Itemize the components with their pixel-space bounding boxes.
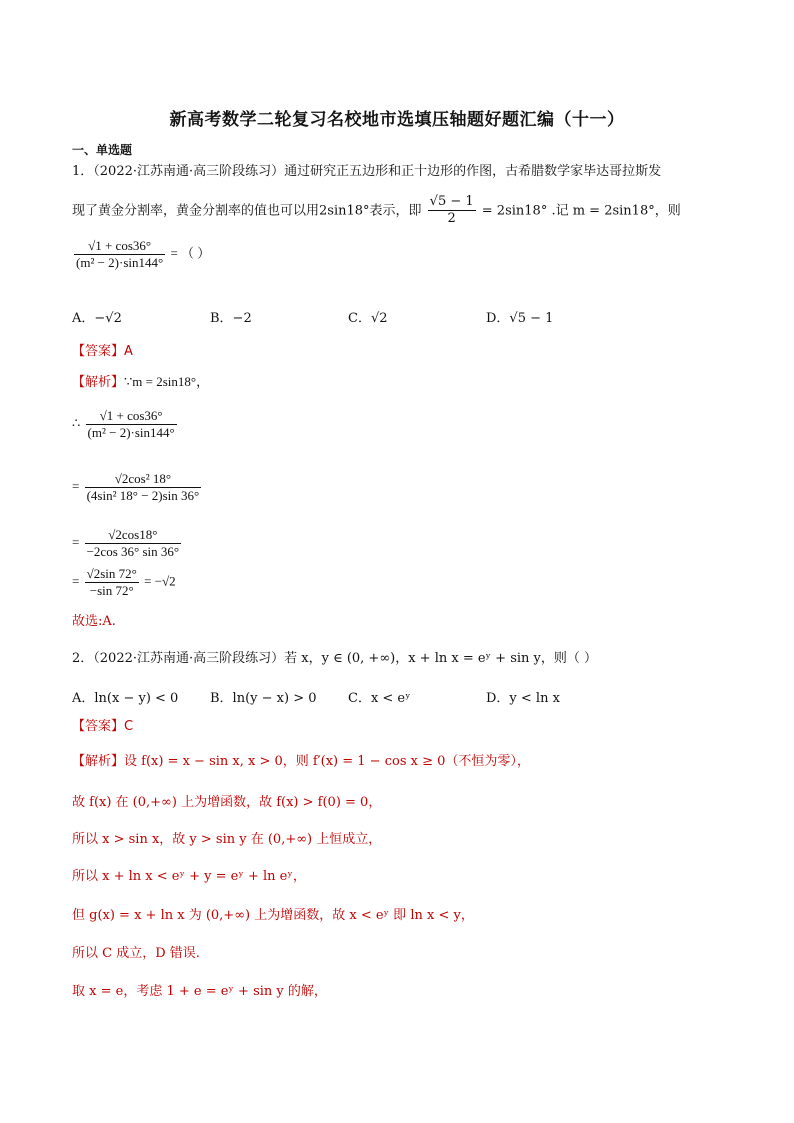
step-prefix: ∴: [72, 415, 81, 431]
q2-analysis-line-6: 所以 C 成立，D 错误.: [72, 946, 200, 961]
step-suffix: = −√2: [144, 573, 176, 589]
fraction-numerator: √1 + cos36°: [74, 238, 165, 255]
q1-stem-line2-tail: = 2sin18° .记 m = 2sin18°，则: [481, 203, 681, 219]
q1-answer: 【答案】A: [72, 344, 133, 359]
fraction-numerator: √2cos18°: [85, 527, 181, 544]
q1-option-d: D．√5 − 1: [486, 311, 554, 326]
q2-option-c: C．x < eʸ: [348, 691, 411, 706]
fraction-numerator: √1 + cos36°: [86, 408, 177, 425]
analysis-first-step: ∵m = 2sin18°，: [124, 374, 210, 389]
q1-expression-fraction: [74, 238, 165, 272]
q1-expression-tail: = （ ）: [170, 245, 211, 261]
fraction-numerator: √5 − 1: [428, 194, 476, 211]
section-heading: 一、单选题: [72, 143, 133, 157]
q1-stem-line2-text: 现了黄金分割率，黄金分割率的值也可以用2sin18°表示，即: [72, 203, 422, 219]
fraction-denominator: −sin 72°: [89, 583, 134, 599]
q1-option-a: A．−√2: [72, 311, 122, 326]
golden-ratio-fraction: [428, 194, 476, 228]
q2-analysis-line-2: 故 f(x) 在 (0,+∞) 上为增函数，故 f(x) > f(0) = 0，: [72, 795, 382, 810]
step-fraction: [85, 471, 202, 505]
step-prefix: =: [72, 534, 80, 550]
step-prefix: =: [72, 573, 80, 589]
q1-step-1: [72, 408, 179, 442]
step-prefix: =: [72, 478, 80, 494]
q1-step-2: [72, 471, 203, 505]
fraction-numerator: √2sin 72°: [85, 566, 139, 583]
analysis-label: 【解析】: [72, 375, 125, 390]
q2-option-d: D．y < ln x: [486, 691, 560, 706]
q2-analysis-line-7: 取 x = e，考虑 1 + e = eʸ + sin y 的解，: [72, 984, 327, 999]
q1-step-3: [72, 527, 183, 561]
q1-stem-line2: [72, 194, 681, 228]
q1-stem-line1: 1．（2022·江苏南通·高三阶段练习）通过研究正五边形和正十边形的作图，古希腊数学家毕达哥拉斯发: [72, 164, 662, 179]
q2-analysis-line-3: 所以 x > sin x，故 y > sin y 在 (0,+∞) 上恒成立，: [72, 832, 382, 847]
q1-option-c: C．√2: [348, 311, 388, 326]
q2-analysis-line-1: 【解析】设 f(x) = x − sin x, x > 0，则 f′(x) = 1 − cos x ≥ 0（不恒为零），: [72, 754, 530, 769]
step-fraction: [85, 566, 139, 600]
q1-analysis-intro: [72, 374, 209, 391]
q1-step-4: [72, 566, 176, 600]
q2-analysis-line-5: 但 g(x) = x + ln x 为 (0,+∞) 上为增函数，故 x < eʸ 即 ln x < y，: [72, 908, 474, 923]
q2-option-b: B．ln(y − x) > 0: [210, 691, 317, 706]
q2-stem: 2．（2022·江苏南通·高三阶段练习）若 x，y ∈ (0, +∞)，x + ln x = eʸ + sin y，则（ ）: [72, 651, 598, 666]
q2-analysis-line-4: 所以 x + ln x < eʸ + y = eʸ + ln eʸ，: [72, 869, 306, 884]
step-fraction: [85, 527, 181, 561]
step-fraction: [86, 408, 177, 442]
fraction-denominator: (m² − 2)·sin144°: [87, 425, 175, 441]
q2-option-a: A．ln(x − y) < 0: [72, 691, 179, 706]
q1-expression: [72, 238, 210, 272]
q1-conclusion: 故选:A.: [72, 614, 116, 629]
fraction-denominator: 2: [447, 211, 456, 227]
fraction-denominator: (4sin² 18° − 2)sin 36°: [86, 488, 200, 504]
q2-answer: 【答案】C: [72, 719, 134, 734]
fraction-denominator: (m² − 2)·sin144°: [76, 255, 164, 271]
fraction-numerator: √2cos² 18°: [85, 471, 202, 488]
page-title: 新高考数学二轮复习名校地市选填压轴题好题汇编（十一）: [169, 110, 625, 130]
q1-option-b: B．−2: [210, 311, 252, 326]
fraction-denominator: −2cos 36° sin 36°: [86, 544, 180, 560]
